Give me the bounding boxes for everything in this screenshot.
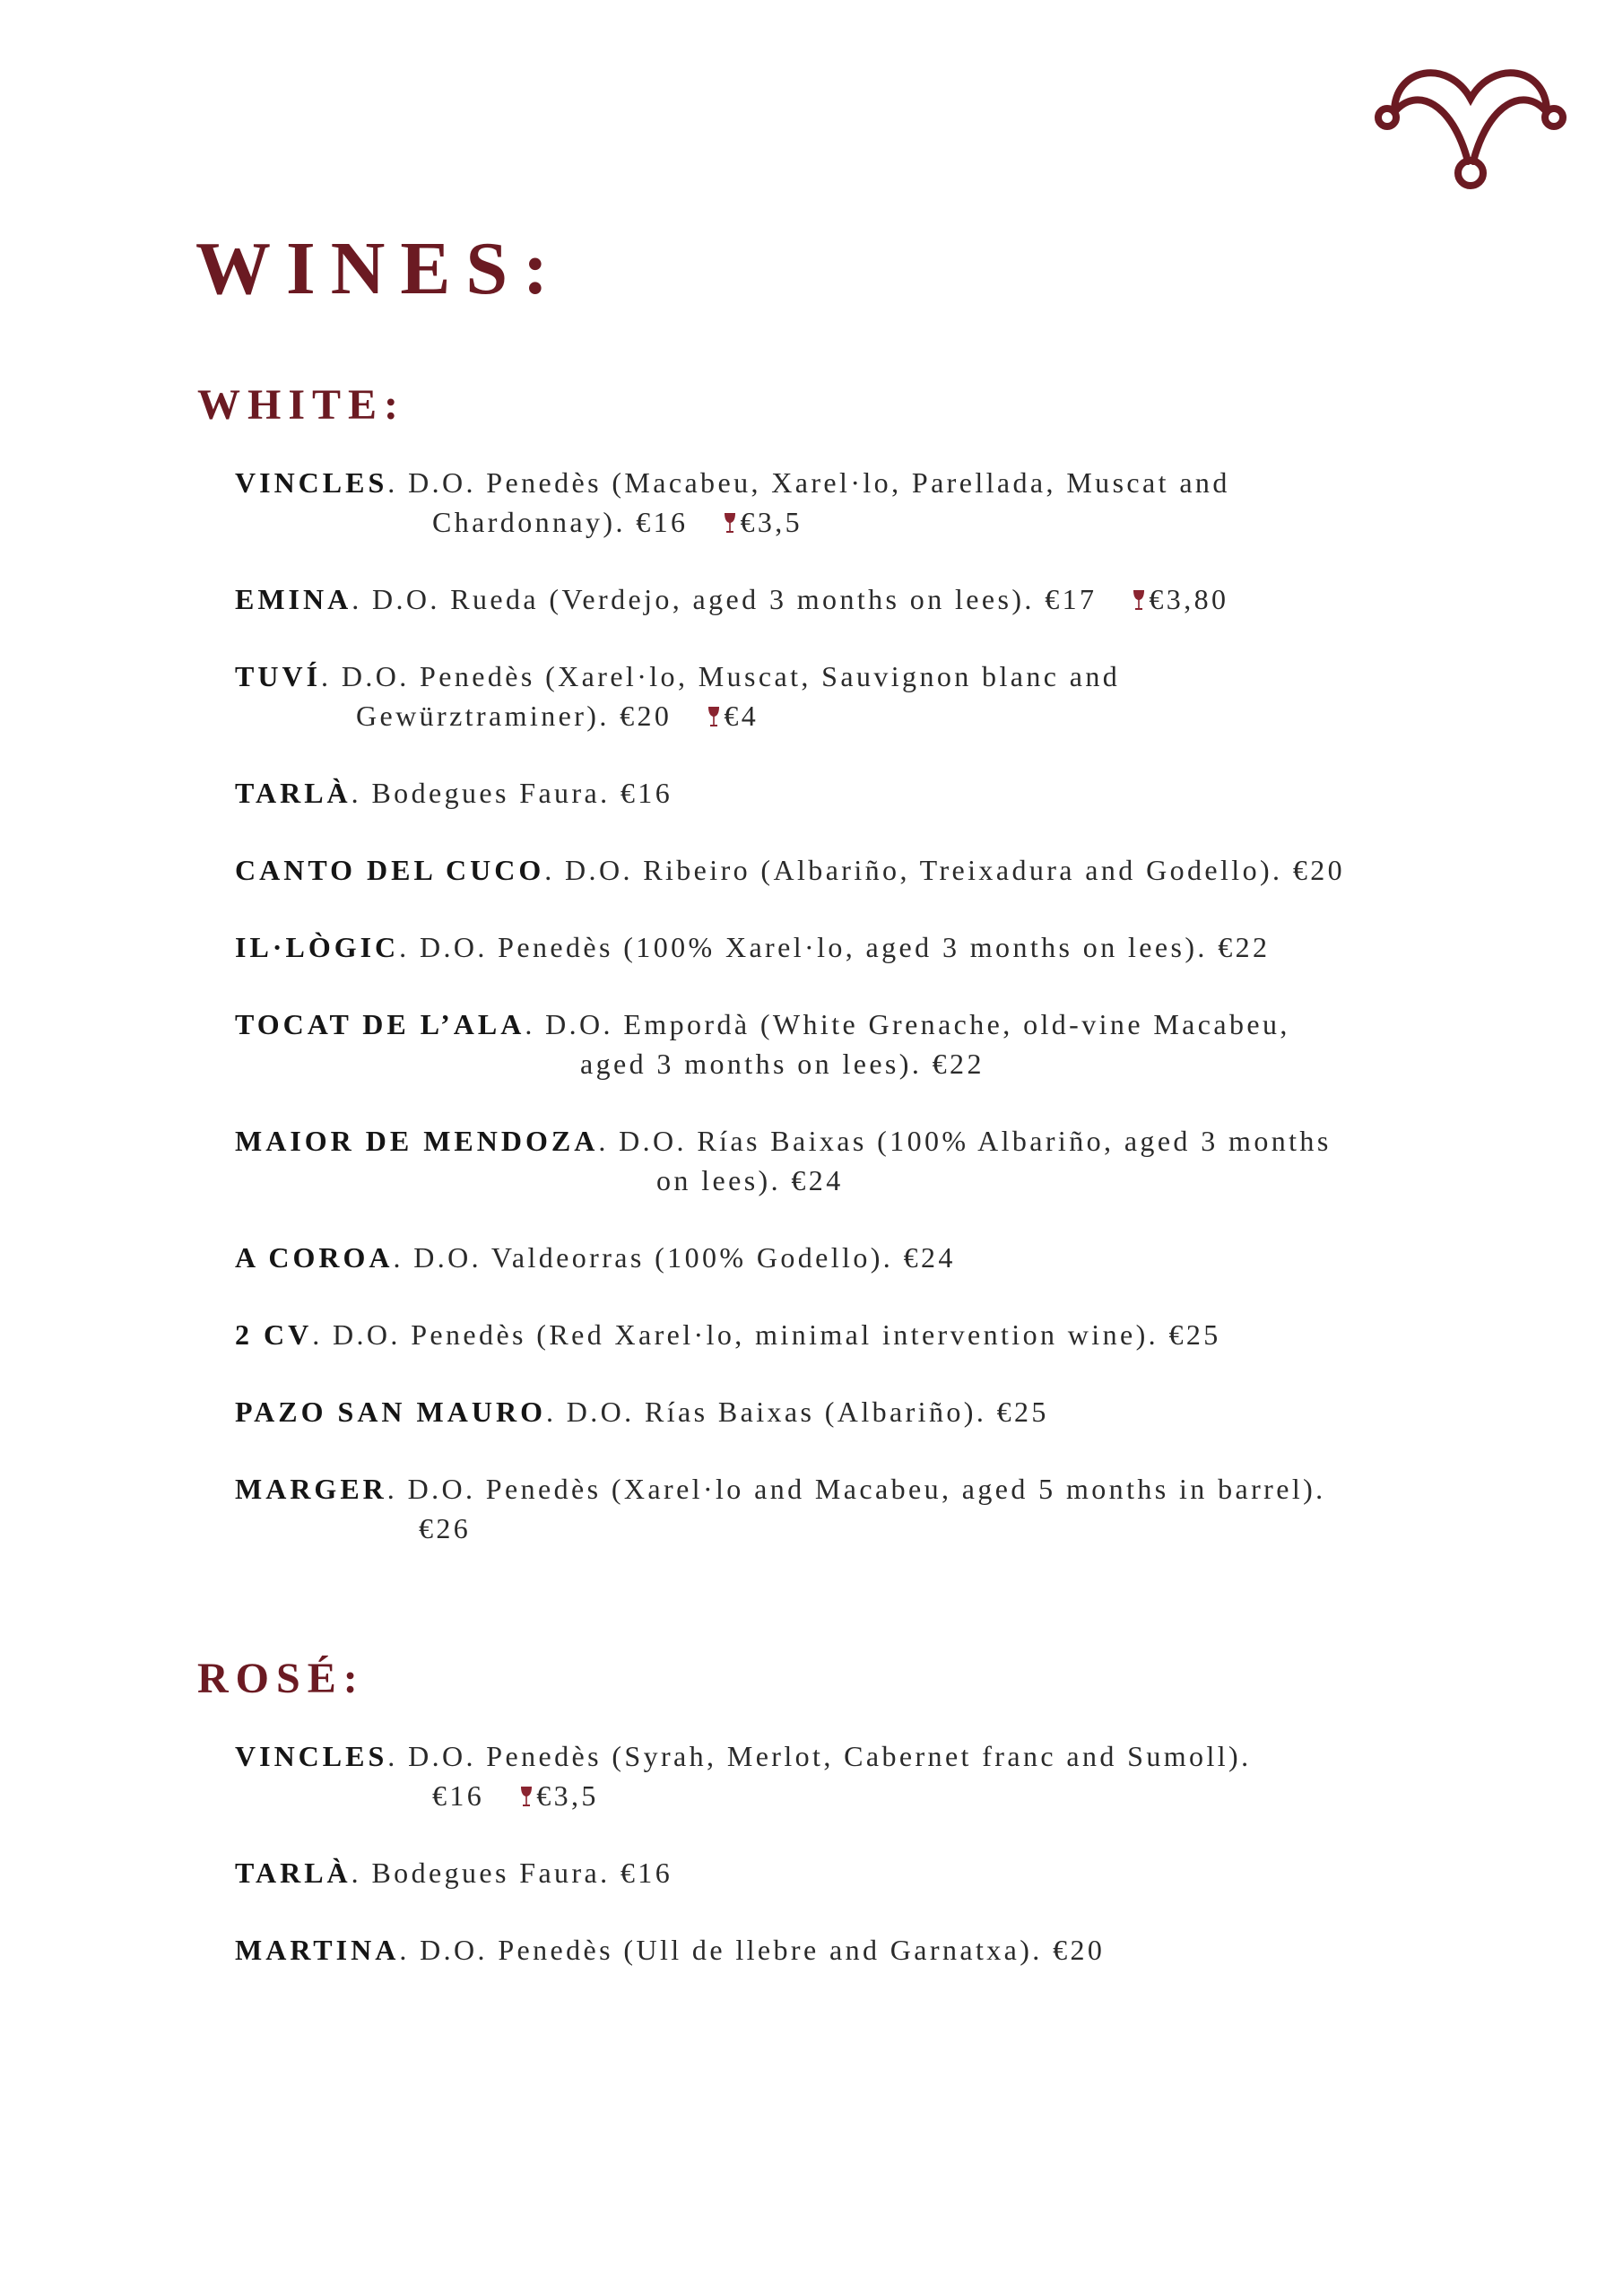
glass-price-value: €4 — [724, 700, 759, 732]
section-title-white: WHITE: — [197, 381, 406, 429]
wine-glass-icon — [1133, 589, 1145, 611]
wine-name: MARTINA — [235, 1934, 400, 1966]
wine-description-line2: Chardonnay). €16 — [432, 506, 689, 538]
wine-glass-icon — [724, 512, 736, 534]
wine-description: . D.O. Rías Baixas (Albariño). €25 — [545, 1396, 1049, 1428]
glass-price — [707, 696, 759, 735]
wine-description-cont — [235, 1161, 1526, 1200]
wine-entry — [235, 1930, 1526, 1970]
rose-wine-list — [235, 1736, 1526, 2007]
wine-description: . D.O. Penedès (Syrah, Merlot, Cabernet franc and Sumoll). — [387, 1740, 1252, 1772]
wine-description-line2: €16 — [432, 1779, 485, 1812]
wine-description: . D.O. Empordà (White Grenache, old-vine Macabeu, — [525, 1008, 1290, 1040]
glass-price-value: €3,5 — [740, 506, 803, 538]
wine-name: MAIOR DE MENDOZA — [235, 1125, 599, 1157]
wine-entry — [235, 927, 1526, 967]
wine-description: . D.O. Penedès (100% Xarel·lo, aged 3 months on lees). €22 — [399, 931, 1271, 963]
wine-description: . D.O. Valdeorras (100% Godello). €24 — [393, 1241, 956, 1274]
glass-price — [1133, 579, 1228, 619]
wine-entry — [235, 1004, 1526, 1083]
wine-description: . D.O. Rueda (Verdejo, aged 3 months on lees). €17 — [352, 583, 1098, 615]
wine-name: MARGER — [235, 1473, 387, 1505]
wine-description: . D.O. Ribeiro (Albariño, Treixadura and Godello). €20 — [544, 854, 1346, 886]
wine-entry — [235, 1736, 1526, 1815]
wine-entry — [235, 773, 1526, 813]
wine-description: . Bodegues Faura. €16 — [351, 1857, 673, 1889]
wine-entry — [235, 1469, 1526, 1548]
wine-entry — [235, 657, 1526, 735]
wine-name: TARLÀ — [235, 777, 352, 809]
wine-name: TARLÀ — [235, 1857, 352, 1889]
wine-entry — [235, 1315, 1526, 1354]
wine-description: . D.O. Rías Baixas (100% Albariño, aged 3 months — [598, 1125, 1332, 1157]
wine-description-cont — [235, 1776, 1526, 1815]
jester-hat-logo-icon — [1367, 49, 1574, 197]
wine-description-line2: aged 3 months on lees). €22 — [580, 1048, 985, 1080]
wine-description-cont — [235, 696, 1526, 735]
wine-description: . Bodegues Faura. €16 — [351, 777, 673, 809]
wine-name: PAZO SAN MAURO — [235, 1396, 546, 1428]
wine-description-cont — [235, 1509, 1526, 1548]
glass-price-value: €3,80 — [1149, 583, 1229, 615]
white-wine-list — [235, 463, 1526, 1586]
wine-entry — [235, 850, 1526, 890]
glass-price-value: €3,5 — [536, 1779, 599, 1812]
wine-description-cont — [235, 1044, 1526, 1083]
wine-description: . D.O. Penedès (Xarel·lo, Muscat, Sauvignon blanc and — [321, 660, 1121, 692]
wine-name: 2 CV — [235, 1318, 313, 1351]
wine-glass-icon — [707, 706, 720, 727]
wine-name: VINCLES — [235, 466, 388, 499]
glass-price — [724, 502, 803, 542]
wine-description: . D.O. Penedès (Macabeu, Xarel·lo, Parellada, Muscat and — [387, 466, 1230, 499]
wine-description-line2: on lees). €24 — [656, 1164, 844, 1196]
wine-name: IL·LÒGIC — [235, 931, 400, 963]
wine-glass-icon — [520, 1786, 533, 1807]
wine-description: . D.O. Penedès (Red Xarel·lo, minimal intervention wine). €25 — [312, 1318, 1221, 1351]
wine-description-line2: €26 — [419, 1512, 472, 1544]
wine-name: CANTO DEL CUCO — [235, 854, 545, 886]
wine-name: A COROA — [235, 1241, 394, 1274]
wine-entry — [235, 1121, 1526, 1200]
glass-price — [520, 1776, 599, 1815]
wine-name: VINCLES — [235, 1740, 388, 1772]
section-title-rose: ROSÉ: — [197, 1655, 365, 1702]
wine-name: TUVÍ — [235, 660, 322, 692]
wine-description: . D.O. Penedès (Ull de llebre and Garnatxa). €20 — [399, 1934, 1106, 1966]
wine-entry — [235, 1853, 1526, 1892]
wine-description-cont — [235, 502, 1526, 542]
page-title: WINES: — [195, 227, 564, 310]
wine-entry — [235, 463, 1526, 542]
wine-entry — [235, 579, 1526, 619]
wine-description-line2: Gewürztraminer). €20 — [356, 700, 673, 732]
wine-entry — [235, 1238, 1526, 1277]
wine-name: EMINA — [235, 583, 352, 615]
wine-name: TOCAT DE L’ALA — [235, 1008, 525, 1040]
wine-description: . D.O. Penedès (Xarel·lo and Macabeu, aged 5 months in barrel). — [386, 1473, 1326, 1505]
wine-entry — [235, 1392, 1526, 1431]
